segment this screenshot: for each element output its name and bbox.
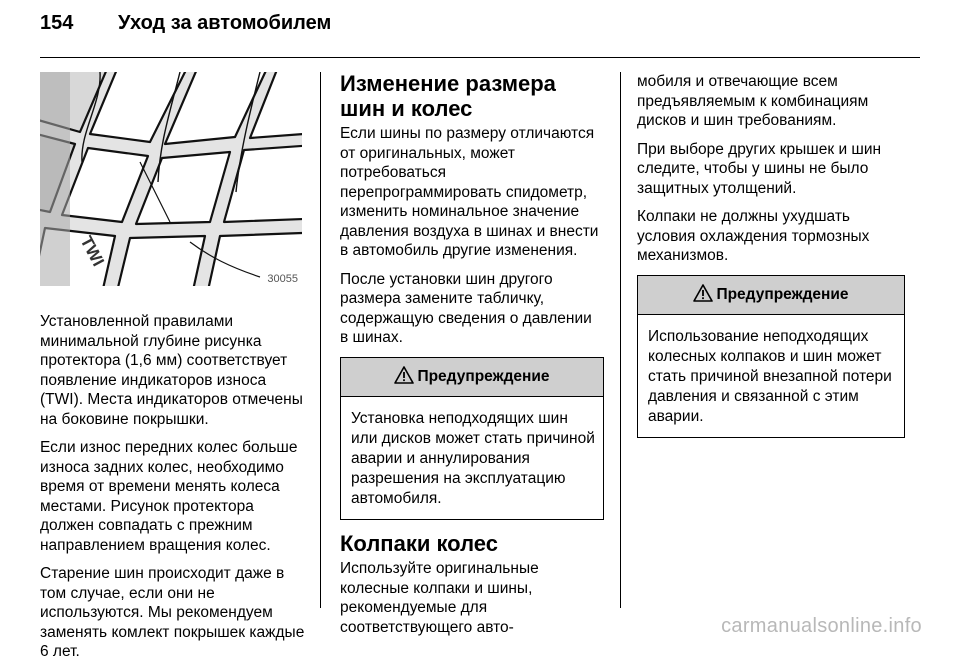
page-number: 154 (40, 12, 74, 34)
warning-box (340, 357, 604, 520)
warning-box (637, 275, 905, 438)
warning-title: Предупреждение (716, 285, 849, 303)
section-heading: Колпаки колес (340, 530, 498, 556)
twi-label: TWI (76, 232, 108, 270)
figure-number: 30055 (267, 273, 298, 285)
header-divider (40, 57, 920, 58)
paragraph: Установленной правилами минимальной глубине рисунка протектора (1,6 мм) соответствует появление индикаторов износа (TWI). Места индикаторов отмечены на боковине покрышки. (40, 313, 303, 428)
column-3 (637, 72, 905, 450)
paragraph: Если шины по размеру отличаются от оригинальных, может потребоваться перепрограммировать спидометр, изменить номинальное значение давления воздуха в шинах и внести в автомобиль другие изменения. (340, 125, 599, 259)
column-2 (340, 72, 604, 646)
paragraph: При выборе других крышек и шин следите, чтобы у шины не было защитных утолщений. (637, 140, 882, 197)
paragraph: После установки шин другого размера замените табличку, содержащую сведения о давлении в шинах. (340, 270, 592, 346)
column-divider-2 (620, 72, 621, 608)
warning-triangle-icon (693, 284, 713, 302)
warning-triangle-icon (394, 366, 414, 384)
paragraph: мобиля и отвечающие всем предъявляемым к комбинациям дисков и шин требованиям. (637, 73, 869, 129)
section-title: Уход за автомобилем (118, 12, 332, 34)
paragraph: Старение шин происходит даже в том случае, если они не используются. Мы рекомендуем заменять комлект покрышек каждые 6 лет. (40, 565, 305, 660)
column-divider-1 (320, 72, 321, 608)
paragraph: Колпаки не должны ухудшать условия охлаждения тормозных механизмов. (637, 208, 870, 264)
paragraph: Если износ передних колес больше износа задних колес, необходимо время от времени менять колеса местами. Рисунок протектора должен совпадать с прежним направлением вращения колес. (40, 439, 298, 554)
warning-text: Установка неподходящих шин или дисков может стать причиной аварии и аннулирования разрешения на эксплуатацию автомобиля. (351, 409, 595, 507)
warning-text: Использование неподходящих колесных колпаков и шин может стать причиной внезапной потери давления и связанной с этим аварии. (648, 327, 892, 425)
warning-title: Предупреждение (417, 367, 550, 385)
column-1 (40, 72, 306, 671)
paragraph: Используйте оригинальные колесные колпаки и шины, рекомендуемые для соответствующего авто- (340, 560, 539, 636)
watermark: carmanualsonline.info (721, 615, 922, 637)
tire-tread-illustration (40, 72, 302, 286)
section-heading: Изменение размера шин и колес (340, 71, 556, 121)
